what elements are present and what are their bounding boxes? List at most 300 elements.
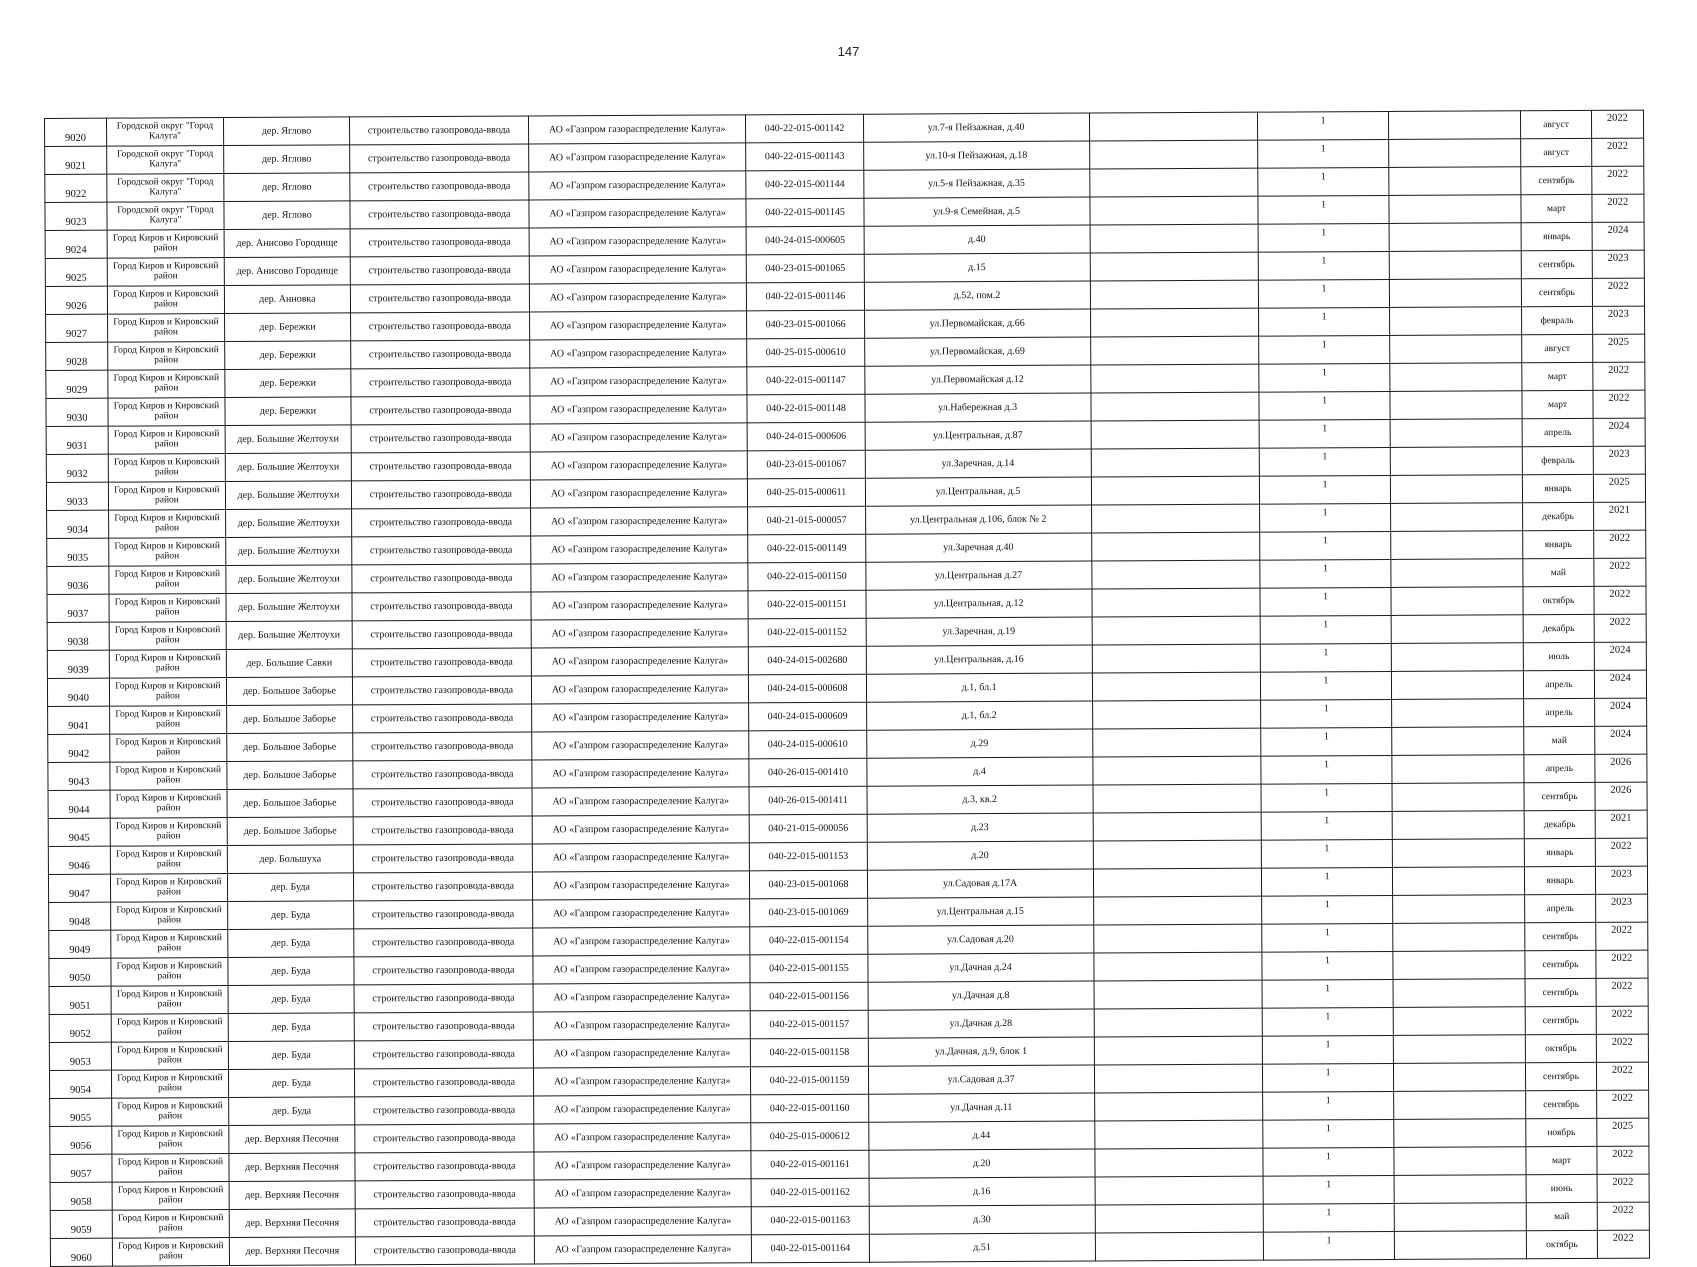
registry-code-cell: 040-22-015-001159 [751,1066,868,1095]
year-cell: 2022 [1594,586,1646,614]
quantity-cell: 1 [1259,475,1390,504]
organization-cell: АО «Газпром газораспределение Калуга» [533,927,751,956]
empty-cell-cell [1393,1035,1525,1064]
locality-cell: дер. Большуха [227,845,353,874]
locality-cell: дер. Большие Желтоухи [226,565,352,594]
address-cell: ул.Садовая д.37 [868,1065,1094,1094]
empty-cell-cell [1090,252,1259,281]
work-type-cell: строительство газопровода-ввода [355,1152,534,1181]
month-cell: сентябрь [1525,950,1595,978]
empty-cell-cell [1393,979,1525,1008]
empty-cell-cell [1393,895,1525,924]
organization-cell: АО «Газпром газораспределение Калуга» [533,1039,751,1068]
row-number-cell: 9023 [45,202,107,230]
locality-cell: дер. Буда [228,1041,354,1070]
table-body [45,110,1650,1266]
year-cell: 2023 [1592,250,1644,278]
locality-cell: дер. Яглово [224,173,350,202]
municipality-cell: Город Киров и Кировский район [111,930,228,959]
empty-cell-cell [1394,1119,1526,1148]
month-cell: сентябрь [1526,1090,1596,1118]
month-cell: декабрь [1523,614,1593,642]
municipality-cell: Город Киров и Кировский район [112,1126,229,1155]
work-type-cell: строительство газопровода-ввода [350,284,529,313]
organization-cell: АО «Газпром газораспределение Калуга» [534,1151,752,1180]
work-type-cell: строительство газопровода-ввода [353,900,532,929]
work-type-cell: строительство газопровода-ввода [350,172,529,201]
work-type-cell: строительство газопровода-ввода [352,704,531,733]
empty-cell-cell [1092,672,1261,701]
municipality-cell: Город Киров и Кировский район [110,874,227,903]
work-type-cell: строительство газопровода-ввода [350,200,529,229]
quantity-cell: 1 [1259,419,1390,448]
row-number-cell: 9046 [48,846,110,874]
organization-cell: АО «Газпром газораспределение Калуга» [528,115,746,144]
month-cell: сентябрь [1522,278,1592,306]
address-cell: ул.Центральная, д.5 [865,477,1091,506]
quantity-cell: 1 [1263,1175,1394,1204]
year-cell: 2024 [1592,222,1644,250]
empty-cell-cell [1392,727,1524,756]
empty-cell-cell [1392,699,1524,728]
address-cell: д.4 [866,757,1092,786]
empty-cell-cell [1390,391,1522,420]
municipality-cell: Город Киров и Кировский район [112,1210,229,1239]
locality-cell: дер. Бережки [225,369,351,398]
address-cell: ул.5-я Пейзажная, д.35 [863,169,1089,198]
quantity-cell: 1 [1258,251,1389,280]
empty-cell-cell [1095,1176,1264,1205]
month-cell: сентябрь [1525,978,1595,1006]
registry-code-cell: 040-22-015-001156 [750,982,867,1011]
locality-cell: дер. Большие Желтоухи [226,537,352,566]
empty-cell-cell [1095,1232,1264,1261]
work-type-cell: строительство газопровода-ввода [355,1180,534,1209]
registry-code-cell: 040-22-015-001154 [750,926,867,955]
locality-cell: дер. Яглово [224,117,350,146]
year-cell: 2026 [1595,754,1647,782]
registry-code-cell: 040-22-015-001145 [746,198,863,227]
address-cell: ул.Садовая д.20 [867,925,1093,954]
empty-cell-cell [1394,1231,1526,1260]
row-number-cell: 9029 [46,370,108,398]
registry-code-cell: 040-22-015-001144 [746,170,863,199]
registry-code-cell: 040-22-015-001164 [752,1234,869,1263]
year-cell: 2023 [1592,306,1644,334]
organization-cell: АО «Газпром газораспределение Калуга» [534,1179,752,1208]
locality-cell: дер. Буда [229,1097,355,1126]
year-cell: 2023 [1593,446,1645,474]
locality-cell: дер. Верхняя Песочня [229,1125,355,1154]
month-cell: февраль [1522,306,1592,334]
row-number-cell: 9047 [48,874,110,902]
organization-cell: АО «Газпром газораспределение Калуга» [533,955,751,984]
quantity-cell: 1 [1259,335,1390,364]
organization-cell: АО «Газпром газораспределение Калуга» [531,675,749,704]
month-cell: март [1522,390,1592,418]
organization-cell: АО «Газпром газораспределение Калуга» [529,283,747,312]
locality-cell: дер. Большие Желтоухи [225,425,351,454]
month-cell: август [1521,110,1591,138]
organization-cell: АО «Газпром газораспределение Калуга» [531,619,749,648]
year-cell: 2023 [1595,894,1647,922]
empty-cell-cell [1093,896,1262,925]
address-cell: д.15 [864,253,1090,282]
work-type-cell: строительство газопровода-ввода [354,1096,533,1125]
registry-code-cell: 040-22-015-001151 [748,590,865,619]
quantity-cell: 1 [1263,1147,1394,1176]
registry-code-cell: 040-22-015-001163 [752,1206,869,1235]
quantity-cell: 1 [1258,279,1389,308]
registry-code-cell: 040-22-015-001147 [747,366,864,395]
locality-cell: дер. Анисово Городище [224,229,350,258]
work-type-cell: строительство газопровода-ввода [349,116,528,145]
address-cell: д.16 [869,1177,1095,1206]
empty-cell-cell [1391,503,1523,532]
quantity-cell: 1 [1261,783,1392,812]
year-cell: 2024 [1594,670,1646,698]
organization-cell: АО «Газпром газораспределение Калуга» [532,787,750,816]
row-number-cell: 9035 [47,538,109,566]
registry-code-cell: 040-22-015-001158 [751,1038,868,1067]
municipality-cell: Город Киров и Кировский район [111,1014,228,1043]
locality-cell: дер. Большие Желтоухи [225,481,351,510]
empty-cell-cell [1093,952,1262,981]
month-cell: март [1522,362,1592,390]
locality-cell: дер. Буда [228,873,354,902]
organization-cell: АО «Газпром газораспределение Калуга» [530,367,748,396]
row-number-cell: 9054 [49,1070,111,1098]
locality-cell: дер. Яглово [224,201,350,230]
year-cell: 2022 [1595,838,1647,866]
work-type-cell: строительство газопровода-ввода [352,536,531,565]
year-cell: 2022 [1596,978,1648,1006]
municipality-cell: Город Киров и Кировский район [107,286,224,315]
year-cell: 2022 [1591,166,1643,194]
organization-cell: АО «Газпром газораспределение Калуга» [533,983,751,1012]
organization-cell: АО «Газпром газораспределение Калуга» [532,731,750,760]
work-type-cell: строительство газопровода-ввода [354,1040,533,1069]
municipality-cell: Город Киров и Кировский район [112,1238,229,1267]
work-type-cell: строительство газопровода-ввода [350,228,529,257]
month-cell: сентябрь [1526,1062,1596,1090]
address-cell: ул.Набережная д.3 [865,393,1091,422]
address-cell: ул.Заречная д.40 [865,533,1091,562]
registry-code-cell: 040-22-015-001161 [751,1150,868,1179]
municipality-cell: Город Киров и Кировский район [107,230,224,259]
registry-code-cell: 040-22-015-001162 [751,1178,868,1207]
work-type-cell: строительство газопровода-ввода [353,760,532,789]
month-cell: март [1521,194,1591,222]
registry-code-cell: 040-22-015-001142 [746,114,863,143]
address-cell: ул.Центральная д.27 [865,561,1091,590]
locality-cell: дер. Буда [228,985,354,1014]
row-number-cell: 9051 [49,986,111,1014]
empty-cell-cell [1389,167,1521,196]
locality-cell: дер. Яглово [224,145,350,174]
work-type-cell: строительство газопровода-ввода [354,928,533,957]
row-number-cell: 9048 [49,902,111,930]
locality-cell: дер. Буда [228,901,354,930]
registry-code-cell: 040-25-015-000612 [751,1122,868,1151]
year-cell: 2022 [1592,194,1644,222]
locality-cell: дер. Большое Заборье [227,789,353,818]
work-type-cell: строительство газопровода-ввода [355,1208,534,1237]
row-number-cell: 9042 [48,734,110,762]
row-number-cell: 9043 [48,762,110,790]
month-cell: апрель [1525,894,1595,922]
quantity-cell: 1 [1258,195,1389,224]
year-cell: 2024 [1593,418,1645,446]
work-type-cell: строительство газопровода-ввода [354,1068,533,1097]
quantity-cell: 1 [1260,587,1391,616]
year-cell: 2021 [1593,502,1645,530]
year-cell: 2022 [1597,1230,1649,1258]
empty-cell-cell [1092,728,1261,757]
empty-cell-cell [1389,223,1521,252]
municipality-cell: Город Киров и Кировский район [109,594,226,623]
organization-cell: АО «Газпром газораспределение Калуга» [531,563,749,592]
municipality-cell: Город Киров и Кировский район [110,762,227,791]
month-cell: март [1526,1146,1596,1174]
year-cell: 2022 [1597,1174,1649,1202]
empty-cell-cell [1391,643,1523,672]
registry-code-cell: 040-23-015-001065 [747,254,864,283]
month-cell: январь [1521,222,1591,250]
empty-cell-cell [1390,447,1522,476]
empty-cell-cell [1391,559,1523,588]
address-cell: ул.Центральная, д.87 [865,421,1091,450]
month-cell: январь [1525,838,1595,866]
address-cell: ул.Дачная, д.9, блок 1 [868,1037,1094,1066]
row-number-cell: 9025 [45,258,107,286]
empty-cell-cell [1393,951,1525,980]
empty-cell-cell [1390,279,1522,308]
quantity-cell: 1 [1260,615,1391,644]
organization-cell: АО «Газпром газораспределение Калуга» [534,1235,752,1264]
empty-cell-cell [1393,1007,1525,1036]
empty-cell-cell [1394,1147,1526,1176]
work-type-cell: строительство газопровода-ввода [353,732,532,761]
row-number-cell: 9039 [47,650,109,678]
year-cell: 2025 [1593,474,1645,502]
month-cell: май [1527,1202,1597,1230]
row-number-cell: 9036 [47,566,109,594]
locality-cell: дер. Большое Заборье [226,677,352,706]
month-cell: апрель [1524,670,1594,698]
year-cell: 2022 [1593,390,1645,418]
year-cell: 2022 [1593,530,1645,558]
registry-code-cell: 040-22-015-001157 [751,1010,868,1039]
year-cell: 2022 [1591,110,1643,138]
municipality-cell: Город Киров и Кировский район [111,958,228,987]
address-cell: д.40 [864,225,1090,254]
row-number-cell: 9028 [46,342,108,370]
municipality-cell: Город Киров и Кировский район [109,622,226,651]
organization-cell: АО «Газпром газораспределение Калуга» [530,507,748,536]
municipality-cell: Город Киров и Кировский район [107,314,224,343]
address-cell: ул.Дачная д.8 [868,981,1094,1010]
month-cell: январь [1525,866,1595,894]
year-cell: 2024 [1594,642,1646,670]
address-cell: ул.Центральная, д.12 [866,589,1092,618]
municipality-cell: Город Киров и Кировский район [110,818,227,847]
year-cell: 2022 [1594,614,1646,642]
organization-cell: АО «Газпром газораспределение Калуга» [533,899,751,928]
row-number-cell: 9052 [49,1014,111,1042]
empty-cell-cell [1392,755,1524,784]
locality-cell: дер. Верхняя Песочня [229,1153,355,1182]
row-number-cell: 9059 [50,1210,112,1238]
empty-cell-cell [1093,812,1262,841]
registry-code-cell: 040-25-015-000610 [747,338,864,367]
empty-cell-cell [1392,811,1524,840]
empty-cell-cell [1394,1063,1526,1092]
row-number-cell: 9058 [50,1182,112,1210]
month-cell: декабрь [1523,502,1593,530]
address-cell: ул.Заречная, д.19 [866,617,1092,646]
registry-code-cell: 040-26-015-001411 [749,786,866,815]
empty-cell-cell [1091,392,1260,421]
month-cell: май [1523,558,1593,586]
organization-cell: АО «Газпром газораспределение Калуга» [531,647,749,676]
empty-cell-cell [1093,784,1262,813]
registry-code-cell: 040-22-015-001155 [750,954,867,983]
year-cell: 2022 [1597,1202,1649,1230]
locality-cell: дер. Большое Заборье [227,761,353,790]
quantity-cell: 1 [1260,559,1391,588]
quantity-cell: 1 [1261,727,1392,756]
organization-cell: АО «Газпром газораспределение Калуга» [533,1067,751,1096]
municipality-cell: Город Киров и Кировский район [111,986,228,1015]
page-number: 147 [837,44,860,59]
empty-cell-cell [1389,111,1521,140]
empty-cell-cell [1391,615,1523,644]
quantity-cell: 1 [1260,531,1391,560]
locality-cell: дер. Верхняя Песочня [229,1209,355,1238]
quantity-cell: 1 [1261,867,1392,896]
year-cell: 2022 [1592,362,1644,390]
address-cell: д.1, бл.1 [866,673,1092,702]
address-cell: д.23 [867,813,1093,842]
quantity-cell: 1 [1261,811,1392,840]
registry-code-cell: 040-22-015-001152 [749,618,866,647]
municipality-cell: Город Киров и Кировский район [109,566,226,595]
municipality-cell: Город Киров и Кировский район [109,650,226,679]
empty-cell-cell [1092,700,1261,729]
empty-cell-cell [1094,980,1263,1009]
work-type-cell: строительство газопровода-ввода [353,788,532,817]
quantity-cell: 1 [1262,895,1393,924]
empty-cell-cell [1391,475,1523,504]
locality-cell: дер. Буда [228,929,354,958]
locality-cell: дер. Большие Савки [226,649,352,678]
row-number-cell: 9045 [48,818,110,846]
empty-cell-cell [1094,1092,1263,1121]
quantity-cell: 1 [1263,1119,1394,1148]
empty-cell-cell [1394,1091,1526,1120]
empty-cell-cell [1094,1008,1263,1037]
locality-cell: дер. Большие Желтоухи [226,593,352,622]
municipality-cell: Город Киров и Кировский район [110,846,227,875]
quantity-cell: 1 [1260,671,1391,700]
organization-cell: АО «Газпром газораспределение Калуга» [534,1095,752,1124]
empty-cell-cell [1091,560,1260,589]
registry-code-cell: 040-24-015-000609 [749,702,866,731]
empty-cell-cell [1389,139,1521,168]
empty-cell-cell [1094,1064,1263,1093]
empty-cell-cell [1095,1204,1264,1233]
address-cell: д.51 [869,1233,1095,1262]
month-cell: сентябрь [1524,782,1594,810]
row-number-cell: 9049 [49,930,111,958]
organization-cell: АО «Газпром газораспределение Калуга» [529,255,747,284]
month-cell: сентябрь [1522,250,1592,278]
work-type-cell: строительство газопровода-ввода [350,312,529,341]
empty-cell-cell [1091,504,1260,533]
address-cell: ул.Центральная д.15 [867,897,1093,926]
month-cell: февраль [1523,446,1593,474]
municipality-cell: Город Киров и Кировский район [111,1070,228,1099]
work-type-cell: строительство газопровода-ввода [351,396,530,425]
year-cell: 2025 [1592,334,1644,362]
quantity-cell: 1 [1260,503,1391,532]
organization-cell: АО «Газпром газораспределение Калуга» [533,1011,751,1040]
quantity-cell: 1 [1259,307,1390,336]
quantity-cell: 1 [1258,111,1389,140]
quantity-cell: 1 [1263,1203,1394,1232]
organization-cell: АО «Газпром газораспределение Калуга» [530,395,748,424]
year-cell: 2022 [1596,1034,1648,1062]
registry-code-cell: 040-21-015-000057 [748,506,865,535]
month-cell: август [1521,138,1591,166]
row-number-cell: 9031 [46,426,108,454]
empty-cell-cell [1092,588,1261,617]
year-cell: 2022 [1597,1146,1649,1174]
row-number-cell: 9034 [47,510,109,538]
locality-cell: дер. Большое Заборье [227,705,353,734]
work-type-cell: строительство газопровода-ввода [352,676,531,705]
work-type-cell: строительство газопровода-ввода [351,480,530,509]
work-type-cell: строительство газопровода-ввода [355,1124,534,1153]
empty-cell-cell [1389,251,1521,280]
municipality-cell: Город Киров и Кировский район [112,1182,229,1211]
month-cell: август [1522,334,1592,362]
quantity-cell: 1 [1261,839,1392,868]
empty-cell-cell [1093,840,1262,869]
year-cell: 2021 [1595,810,1647,838]
municipality-cell: Город Киров и Кировский район [110,902,227,931]
registry-code-cell: 040-23-015-001066 [747,310,864,339]
address-cell: д.3, кв.2 [867,785,1093,814]
month-cell: январь [1523,530,1593,558]
locality-cell: дер. Большое Заборье [227,733,353,762]
registry-code-cell: 040-23-015-001069 [750,898,867,927]
locality-cell: дер. Бережки [225,341,351,370]
registry-code-cell: 040-24-015-000608 [749,674,866,703]
address-cell: ул.Дачная д.24 [868,953,1094,982]
quantity-cell: 1 [1261,699,1392,728]
empty-cell-cell [1392,671,1524,700]
row-number-cell: 9038 [47,622,109,650]
year-cell: 2026 [1595,782,1647,810]
quantity-cell: 1 [1263,1231,1394,1260]
work-type-cell: строительство газопровода-ввода [352,592,531,621]
address-cell: ул.Дачная д.11 [868,1093,1094,1122]
year-cell: 2024 [1594,698,1646,726]
registry-code-cell: 040-22-015-001149 [748,534,865,563]
municipality-cell: Город Киров и Кировский район [111,1098,228,1127]
